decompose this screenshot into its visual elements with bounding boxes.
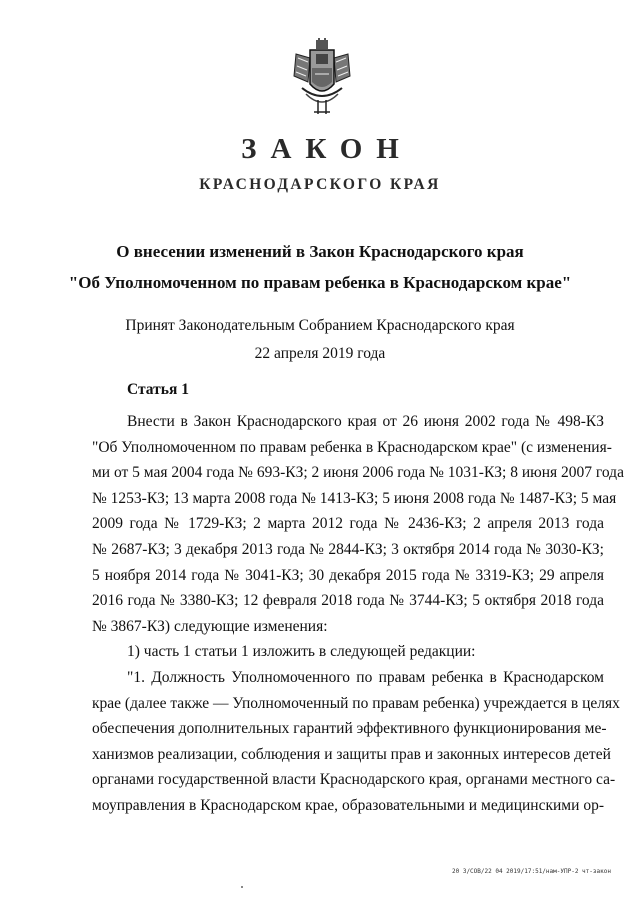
heading-line: "Об Уполномоченном по правам ребенка в Краснодарском крае" (68, 273, 572, 292)
paragraph-line: ханизмов реализации, соблюдения и защиты прав и законных интересов детей (92, 745, 611, 763)
document-heading (0, 236, 640, 298)
law-title: ЗАКОН (241, 133, 413, 165)
paragraph-line: № 2687-КЗ; 3 декабря 2013 года № 2844-КЗ; 3 октября 2014 года № 3030-КЗ; (92, 540, 604, 558)
paragraph-line: Внести в Закон Краснодарского края от 26 июня 2002 года № 498-КЗ (127, 413, 604, 430)
heading-line: О внесении изменений в Закон Краснодарского края (116, 242, 524, 261)
paragraph-line: 1) часть 1 статьи 1 изложить в следующей редакции: (127, 643, 476, 661)
article-title: Статья 1 (127, 381, 189, 398)
paragraph-line: органами государственной власти Краснодарского края, органами местного са- (92, 771, 616, 789)
paragraph-line: крае (далее также — Уполномоченный по правам ребенка) учреждается в целях (92, 694, 620, 712)
paragraph-line: 5 ноября 2014 года № 3041-КЗ; 30 декабря 2015 года № 3319-КЗ; 29 апреля (92, 566, 604, 584)
paragraph-line: "Об Уполномоченном по правам ребенка в Краснодарском крае" (с изменения- (92, 438, 612, 456)
paragraph-line: обеспечения дополнительных гарантий эффективного функционирования ме- (92, 720, 607, 738)
law-subtitle: КРАСНОДАРСКОГО КРАЯ (199, 176, 441, 193)
paragraph-line: ми от 5 мая 2004 года № 693-КЗ; 2 июня 2006 года № 1031-КЗ; 8 июня 2007 года (92, 464, 624, 482)
paragraph-line: моуправления в Краснодарском крае, образовательными и медицинскими ор- (92, 796, 604, 814)
adoption-date: 22 апреля 2019 года (254, 345, 386, 362)
paragraph-line: 2016 года № 3380-КЗ; 12 февраля 2018 года № 3744-КЗ; 5 октября 2018 года (92, 592, 604, 610)
adoption-statement (0, 312, 640, 368)
paragraph-line: "1. Должность Уполномоченного по правам ребенка в Краснодарском (127, 668, 604, 686)
krasnodar-coat-of-arms-icon (288, 38, 356, 116)
paragraph-line: 2009 года № 1729-КЗ; 2 марта 2012 года № 2436-КЗ; 2 апреля 2013 года (92, 515, 604, 533)
footer-registration-code: 20 3/СОВ/22 04 2019/17:51/нам-УПР-2 чт-закон (452, 868, 611, 875)
article-body (92, 409, 624, 819)
scan-artifact-dot (241, 886, 243, 888)
adopted-by: Принят Законодательным Собранием Краснодарского края (125, 317, 515, 334)
paragraph-line: № 1253-КЗ; 13 марта 2008 года № 1413-КЗ; 5 июня 2008 года № 1487-КЗ; 5 мая (92, 489, 617, 507)
paragraph-line: № 3867-КЗ) следующие изменения: (92, 617, 328, 635)
